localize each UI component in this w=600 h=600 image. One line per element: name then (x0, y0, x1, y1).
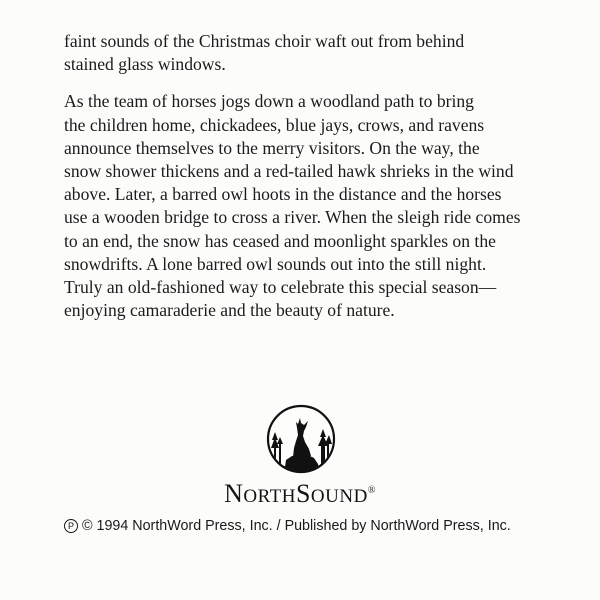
text-line: As the team of horses jogs down a woodland path to bring (64, 91, 474, 112)
northsound-wordmark: NORTHSOUND® (224, 479, 376, 508)
liner-notes-text (64, 30, 534, 322)
text-line: faint sounds of the Christmas choir waft out from behind (64, 31, 465, 51)
text-line: enjoying camaraderie and the beauty of nature. (64, 300, 395, 321)
text-line: Truly an old-fashioned way to celebrate this special season— (64, 277, 497, 298)
text-line: the children home, chickadees, blue jays, crows, and ravens (64, 114, 485, 135)
paragraph-break (64, 76, 534, 90)
registered-mark: ® (367, 485, 376, 496)
phonogram-icon: P (64, 519, 78, 533)
copyright-text: © 1994 NorthWord Press, Inc. / Published by NorthWord Press, Inc. (82, 518, 511, 534)
text-line: snow shower thickens and a red-tailed hawk shrieks in the wind (64, 161, 514, 182)
text-line: to an end, the snow has ceased and moonlight sparkles on the (64, 230, 496, 251)
copyright-line (64, 518, 511, 534)
howling-wolf-emblem-icon (266, 404, 336, 474)
text-line: snowdrifts. A lone barred owl sounds out into the still night. (64, 253, 487, 274)
text-line: use a wooden bridge to cross a river. When the sleigh ride comes (64, 207, 521, 228)
text-line: announce themselves to the merry visitors. On the way, the (64, 137, 480, 158)
text-line: stained glass windows. (64, 54, 226, 75)
text-line: above. Later, a barred owl hoots in the distance and the horses (64, 184, 502, 205)
